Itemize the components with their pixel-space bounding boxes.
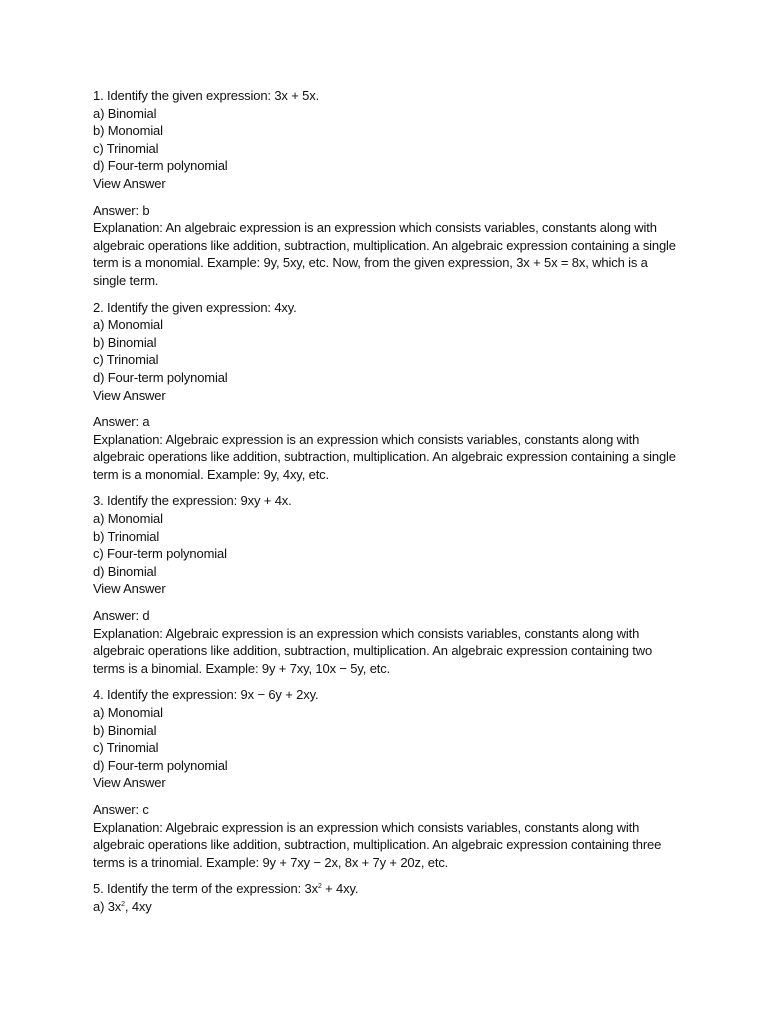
question-3-prompt: 3. Identify the expression: 9xy + 4x. <box>93 493 292 509</box>
question-3-answer-block <box>93 607 683 677</box>
question-1-view-answer[interactable]: View Answer <box>93 175 166 191</box>
question-1-prompt: 1. Identify the given expression: 3x + 5x. <box>93 88 320 103</box>
question-4-explanation: Explanation: Algebraic expression is an expression which consists variables, constants along with algebraic operations like addition, subtraction, multiplication. An algebraic expression containing three terms is a trinomial. Example: 9y + 7xy − 2x, 8x + 7y + 20z, etc. <box>93 819 662 870</box>
question-1-option-c: c) Trinomial <box>93 140 159 156</box>
question-2-explanation: Explanation: Algebraic expression is an expression which consists variables, constants along with algebraic operations like addition, subtraction, multiplication. An algebraic expression containing a single term is a monomial. Example: 9y, 4xy, etc. <box>93 431 676 482</box>
question-3-explanation: Explanation: Algebraic expression is an expression which consists variables, constants along with algebraic operations like addition, subtraction, multiplication. An algebraic expression containing two terms is a binomial. Example: 9y + 7xy, 10x − 5y, etc. <box>93 625 653 676</box>
quiz-content <box>93 87 683 916</box>
question-4-answer: Answer: c <box>93 801 149 817</box>
question-2-answer: Answer: a <box>93 414 150 430</box>
question-1-option-d: d) Four-term polynomial <box>93 158 228 174</box>
question-2-option-a: a) Monomial <box>93 317 163 333</box>
question-2-option-b: b) Binomial <box>93 334 157 350</box>
question-1-answer-block <box>93 202 683 290</box>
question-4-option-c: c) Trinomial <box>93 740 159 756</box>
question-3-option-d: d) Binomial <box>93 563 157 579</box>
question-5 <box>93 880 683 915</box>
question-2 <box>93 299 683 484</box>
question-3-answer: Answer: d <box>93 608 150 624</box>
question-4-option-b: b) Binomial <box>93 722 157 738</box>
question-4 <box>93 686 683 871</box>
question-4-answer-block <box>93 801 683 871</box>
question-5-prompt-pre: 5. Identify the term of the expression: 3x <box>93 881 318 897</box>
question-4-option-d: d) Four-term polynomial <box>93 757 228 773</box>
question-2-prompt: 2. Identify the given expression: 4xy. <box>93 299 297 315</box>
question-1-answer: Answer: b <box>93 202 150 218</box>
question-2-option-c: c) Trinomial <box>93 352 159 368</box>
question-5-prompt-exponent: 2 <box>317 883 322 891</box>
question-5-option-a-exponent: 2 <box>121 900 125 908</box>
question-5-option-a <box>93 898 683 916</box>
question-3-option-b: b) Trinomial <box>93 528 160 544</box>
question-3-view-answer[interactable]: View Answer <box>93 581 166 597</box>
question-1-explanation: Explanation: An algebraic expression is an expression which consists variables, constants along with algebraic operations like addition, subtraction, multiplication. An algebraic expression containing a single term is a monomial. Example: 9y, 5xy, etc. Now, from the given expression, 3x + 5x = 8x, which is a single term. <box>93 220 676 288</box>
question-3-option-a: a) Monomial <box>93 511 163 527</box>
question-5-option-a-post: , 4xy <box>124 898 152 914</box>
question-5-prompt <box>93 880 683 898</box>
question-2-answer-block <box>93 413 683 483</box>
question-1 <box>93 87 683 290</box>
question-3-option-c: c) Four-term polynomial <box>93 546 227 562</box>
question-1-option-b: b) Monomial <box>93 123 163 139</box>
question-3 <box>93 492 683 677</box>
question-4-prompt: 4. Identify the expression: 9x − 6y + 2xy. <box>93 687 319 703</box>
question-2-option-d: d) Four-term polynomial <box>93 369 228 385</box>
question-4-view-answer[interactable]: View Answer <box>93 775 166 791</box>
question-4-option-a: a) Monomial <box>93 705 163 720</box>
question-1-option-a: a) Binomial <box>93 105 157 121</box>
question-5-option-a-pre: a) 3x <box>93 898 122 914</box>
question-5-prompt-post: + 4xy. <box>321 881 359 897</box>
question-2-view-answer[interactable]: View Answer <box>93 387 166 403</box>
